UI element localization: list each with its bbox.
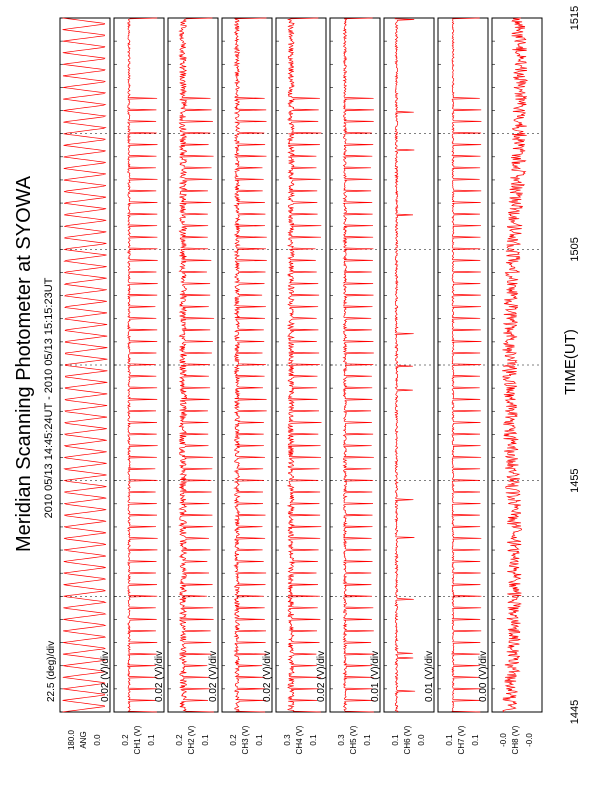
y-tick-label: -0.0 [499, 733, 508, 747]
y-tick-label: 0.2 [121, 734, 130, 746]
x-tick-label: 1445 [569, 699, 581, 725]
series-ch1 [128, 18, 158, 712]
panel-ch5 [330, 18, 380, 712]
y-axis-label: ANG [79, 731, 88, 749]
y-axis-label: CH6 (V) [403, 725, 412, 755]
chart-title: Meridian Scanning Photometer at SYOWA [13, 175, 35, 552]
y-tick-label: 0.1 [391, 734, 400, 746]
y-tick-label: 0.2 [175, 734, 184, 746]
panel-ch2 [168, 18, 218, 712]
chart-subtitle: 2010 05/13 14:45:24UT - 2010 05/13 15:15:23UT [43, 277, 55, 519]
y-axis-label: CH7 (V) [457, 725, 466, 755]
y-tick-label: 0.1 [255, 734, 264, 746]
y-tick-label: 0.0 [93, 734, 102, 746]
y-axis-label: CH1 (V) [133, 725, 142, 755]
panel-ch6 [384, 18, 434, 712]
y-tick-label: 0.3 [337, 734, 346, 746]
y-axis-label: CH4 (V) [295, 725, 304, 755]
series-ch5 [344, 18, 374, 712]
y-tick-label: 0.1 [471, 734, 480, 746]
panel-ch4 [276, 18, 326, 712]
y-axis-label: CH5 (V) [349, 725, 358, 755]
series-ch3 [235, 18, 267, 712]
y-axis-label: CH2 (V) [187, 725, 196, 755]
y-tick-label: 180.0 [67, 729, 76, 751]
panel-scale: 0.01 (V)/div [370, 650, 381, 702]
panel-ch7 [438, 18, 488, 712]
panel-scale: 0.02 (V)/div [100, 650, 111, 702]
x-tick-label: 1455 [569, 468, 581, 493]
y-tick-label: -0.0 [525, 733, 534, 747]
x-tick-label: 1515 [569, 5, 581, 31]
panel-scale: 0.02 (V)/div [262, 650, 273, 702]
y-tick-label: 0.1 [363, 734, 372, 746]
panel-scale: 0.02 (V)/div [154, 650, 165, 702]
y-tick-label: 0.1 [445, 734, 454, 746]
panel-ch8 [492, 18, 542, 712]
panel-ang [60, 18, 110, 712]
y-tick-label: 0.0 [417, 734, 426, 746]
y-tick-label: 0.2 [229, 734, 238, 746]
panel-ch3 [222, 18, 272, 712]
y-tick-label: 0.1 [201, 734, 210, 746]
panel-scale: 0.02 (V)/div [208, 650, 219, 702]
panel-scale: 0.01 (V)/div [424, 650, 435, 702]
y-tick-label: 0.3 [283, 734, 292, 746]
y-tick-label: 0.1 [147, 734, 156, 746]
panel-scale: 22.5 (deg)/div [46, 640, 57, 702]
panel-scale: 0.00 (V)/div [478, 650, 489, 702]
y-axis-label: CH3 (V) [241, 725, 250, 755]
y-tick-label: 0.1 [309, 734, 318, 746]
panel-scale: 0.02 (V)/div [316, 650, 327, 702]
series-ch4 [288, 18, 322, 712]
panel-ch1 [114, 18, 164, 712]
y-axis-label: CH8 (V) [511, 725, 520, 755]
x-tick-label: 1505 [569, 237, 581, 262]
series-ch7 [452, 18, 481, 712]
x-axis-label: TIME(UT) [562, 329, 579, 395]
